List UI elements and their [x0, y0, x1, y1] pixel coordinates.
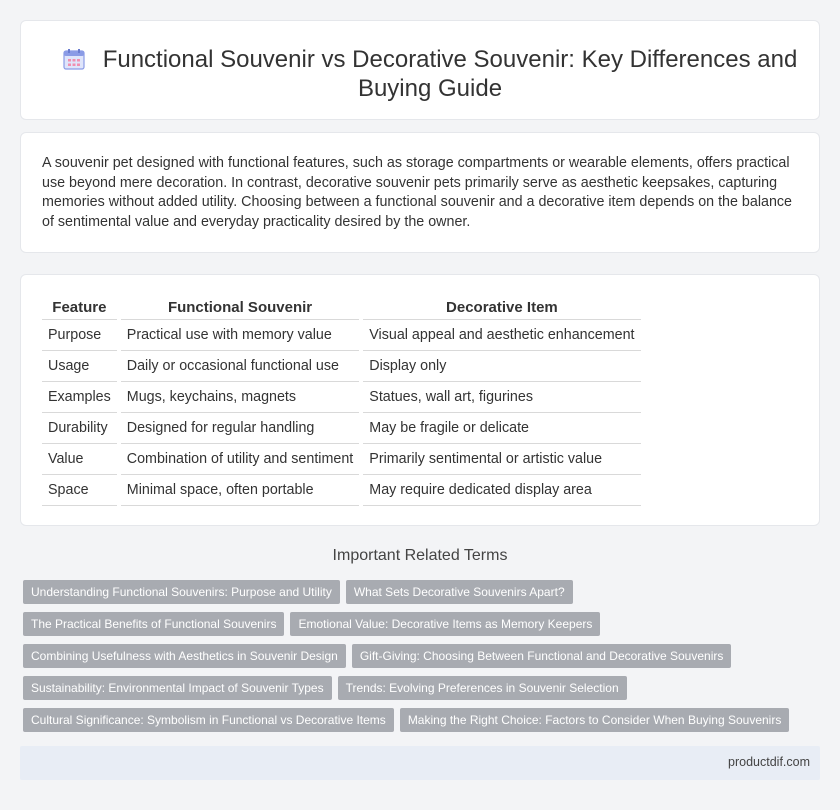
- related-tag[interactable]: Combining Usefulness with Aesthetics in Souvenir Design: [23, 644, 346, 668]
- cell-functional: Minimal space, often portable: [121, 474, 360, 505]
- table-header-row: [42, 295, 641, 319]
- related-tag[interactable]: Understanding Functional Souvenirs: Purpose and Utility: [23, 580, 340, 604]
- page-title: [61, 45, 799, 103]
- cell-decorative: Primarily sentimental or artistic value: [363, 443, 640, 474]
- table-row: [42, 381, 641, 412]
- title-wrap: [61, 45, 799, 103]
- cell-feature: Usage: [42, 350, 117, 381]
- related-tag[interactable]: What Sets Decorative Souvenirs Apart?: [346, 580, 573, 604]
- cell-functional: Practical use with memory value: [121, 319, 360, 350]
- cell-feature: Space: [42, 474, 117, 505]
- cell-decorative: Statues, wall art, figurines: [363, 381, 640, 412]
- intro-card: [20, 132, 820, 253]
- cell-decorative: May be fragile or delicate: [363, 412, 640, 443]
- footer: [20, 746, 820, 780]
- table-row: [42, 412, 641, 443]
- related-tag[interactable]: Sustainability: Environmental Impact of Souvenir Types: [23, 676, 332, 700]
- header-feature: Feature: [52, 298, 107, 316]
- related-tag[interactable]: Gift-Giving: Choosing Between Functional and Decorative Souvenirs: [352, 644, 732, 668]
- cell-feature: Examples: [42, 381, 117, 412]
- cell-feature: Durability: [42, 412, 117, 443]
- header-card: [20, 20, 820, 120]
- table-row: [42, 350, 641, 381]
- cell-feature: Value: [42, 443, 117, 474]
- table-row: [42, 443, 641, 474]
- header-decorative: Decorative Item: [446, 298, 558, 316]
- cell-decorative: May require dedicated display area: [363, 474, 640, 505]
- comparison-card: [20, 274, 820, 526]
- related-tag[interactable]: Emotional Value: Decorative Items as Memory Keepers: [290, 612, 600, 636]
- related-tag[interactable]: Cultural Significance: Symbolism in Functional vs Decorative Items: [23, 708, 394, 732]
- cell-functional: Combination of utility and sentiment: [121, 443, 360, 474]
- cell-decorative: Display only: [363, 350, 640, 381]
- related-tag[interactable]: The Practical Benefits of Functional Souvenirs: [23, 612, 284, 636]
- related-terms-title: Important Related Terms: [332, 547, 508, 564]
- cell-decorative: Visual appeal and aesthetic enhancement: [363, 319, 640, 350]
- related-terms-list: [23, 580, 823, 740]
- table-row: [42, 474, 641, 505]
- comparison-table: [42, 295, 641, 506]
- intro-paragraph: A souvenir pet designed with functional features, such as storage compartments or wearable elements, offers practical use beyond mere decoration. In contrast, decorative souvenir pets primarily serve as aesthetic keepsakes, capturing memories without added utility. Choosing between a functional souvenir and a decorative item depends on the balance of sentimental value and everyday practicality desired by the owner.: [42, 155, 792, 230]
- cell-functional: Daily or occasional functional use: [121, 350, 360, 381]
- related-tag[interactable]: Trends: Evolving Preferences in Souvenir Selection: [338, 676, 627, 700]
- header-functional: Functional Souvenir: [167, 298, 313, 316]
- calendar-icon: [63, 48, 85, 70]
- related-tag[interactable]: Making the Right Choice: Factors to Consider When Buying Souvenirs: [400, 708, 790, 732]
- cell-feature: Purpose: [42, 319, 117, 350]
- page-title-text: Functional Souvenir vs Decorative Souvenir: Key Differences and Buying Guide: [102, 46, 798, 102]
- cell-functional: Mugs, keychains, magnets: [121, 381, 360, 412]
- footer-site-link[interactable]: productdif.com: [728, 755, 810, 769]
- cell-functional: Designed for regular handling: [121, 412, 360, 443]
- table-row: [42, 319, 641, 350]
